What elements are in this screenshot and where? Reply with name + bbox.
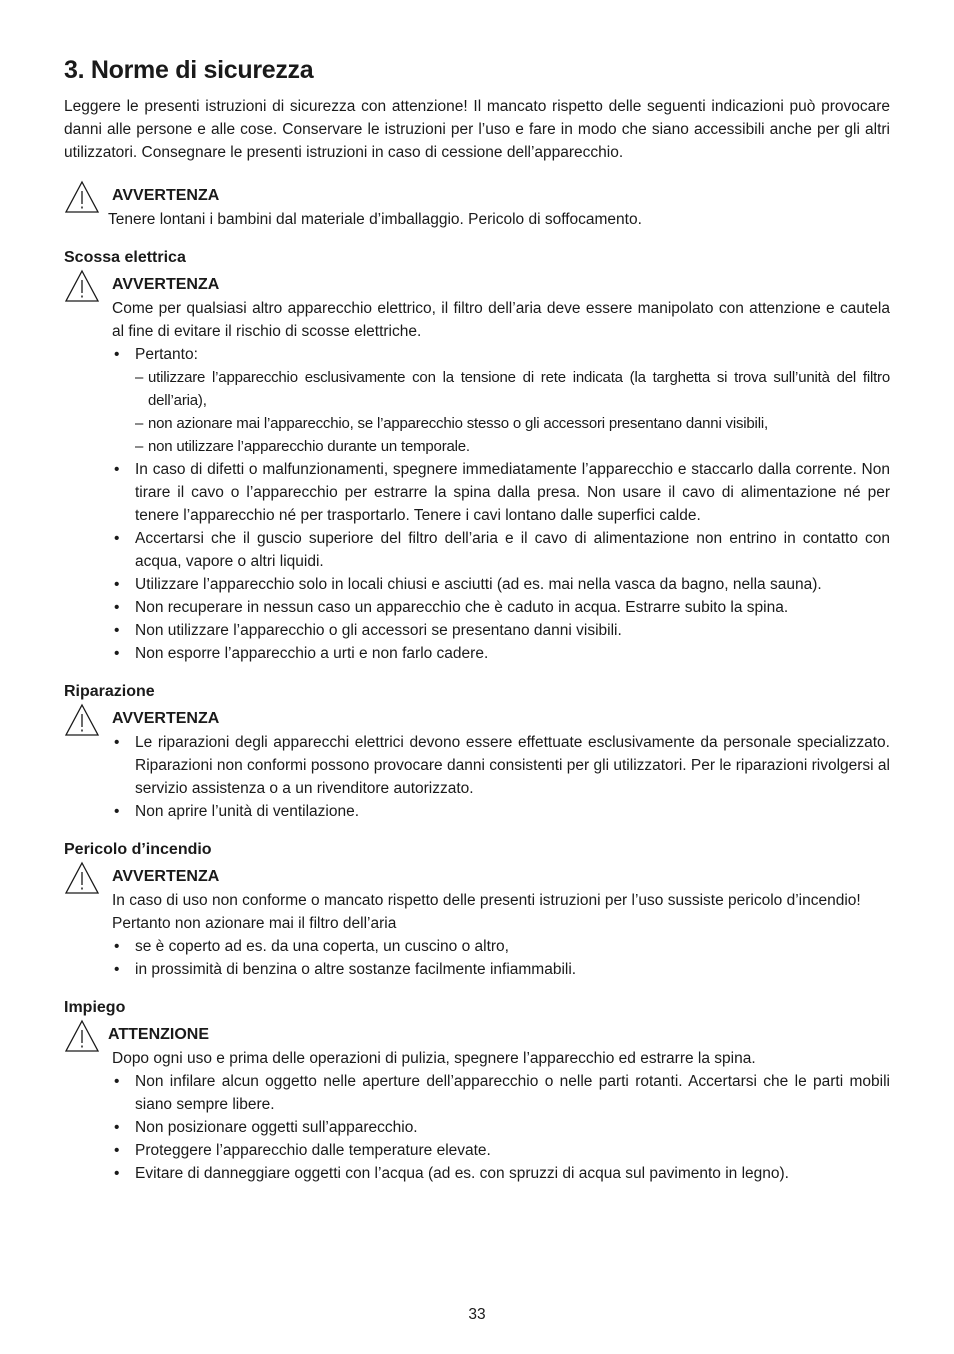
page-number: 33 (468, 1306, 486, 1323)
intro-paragraph: Leggere le presenti istruzioni di sicurezza con attenzione! Il mancato rispetto delle seguenti indicazioni può provocare danni alle persone e alle cose. Conservare le istruzioni per l’uso e fare in modo che siano accessibili anche per gli altri utilizzatori. Consegnare le presenti istruzioni in caso di cessione dell’apparecchio. (64, 98, 890, 161)
warning-general (64, 180, 890, 231)
page-title: 3. Norme di sicurezza (64, 56, 314, 84)
list-item: • Non recuperare in nessun caso un apparecchio che è caduto in acqua. Estrarre subito la spina. (112, 596, 890, 619)
warning-title: AVVERTENZA (112, 868, 220, 885)
list-item: • Utilizzare l’apparecchio solo in locali chiusi e asciutti (ad es. mai nella vasca da bagno, nella sauna). (112, 573, 890, 596)
list-item: • se è coperto ad es. da una coperta, un cuscino o altro, (112, 935, 890, 958)
list-item: • in prossimità di benzina o altre sostanze facilmente infiammabili. (112, 958, 890, 981)
section-heading-fire: Pericolo d’incendio (64, 841, 212, 858)
section-heading-shock: Scossa elettrica (64, 249, 186, 266)
caution-use (64, 1019, 890, 1185)
warning-text: Pertanto non azionare mai il filtro dell’aria (112, 915, 397, 932)
shock-dash-list (135, 366, 890, 458)
list-item: • Non aprire l’unità di ventilazione. (112, 800, 890, 823)
fire-bullet-list (112, 935, 890, 981)
list-item: • Accertarsi che il guscio superiore del filtro dell’aria e il cavo di alimentazione non entrino in contatto con acqua, vapore o altri liquidi. (112, 527, 890, 573)
warning-triangle-icon (64, 1019, 100, 1053)
list-item: • Non esporre l’apparecchio a urti e non farlo cadere. (112, 642, 890, 665)
warning-triangle-icon (64, 269, 100, 303)
list-item: • In caso di difetti o malfunzionamenti, spegnere immediatamente l’apparecchio e staccarlo dalla corrente. Non tirare il cavo o l’apparecchio per estrarre la spina dalla presa. Non usare il cavo di alimentazione né per tenere l’apparecchio né per trasportarlo. Tenere i cavi lontano dalle superfici calde. (112, 458, 890, 527)
list-item: – non utilizzare l’apparecchio durante un temporale. (135, 435, 890, 458)
list-item: • Le riparazioni degli apparecchi elettrici devono essere effettuate esclusivamente da personale specializzato. Riparazioni non conformi possono provocare danni consistenti per gli utilizzatori. Per le riparazioni rivolgersi al servizio assistenza o a un rivenditore autorizzato. (112, 731, 890, 800)
list-item: • Non posizionare oggetti sull’apparecchio. (112, 1116, 890, 1139)
warning-text: Come per qualsiasi altro apparecchio elettrico, il filtro dell’aria deve essere manipolato con attenzione e cautela al fine di evitare il rischio di scosse elettriche. (112, 300, 890, 340)
document-page (64, 56, 890, 1185)
warning-triangle-icon (64, 180, 100, 214)
warning-repair (64, 703, 890, 823)
list-item: – utilizzare l’apparecchio esclusivamente con la tensione di rete indicata (la targhetta si trova sull’unità del filtro dell’aria), (135, 366, 890, 412)
list-item: • Proteggere l’apparecchio dalle temperature elevate. (112, 1139, 890, 1162)
warning-text: Tenere lontani i bambini dal materiale d’imballaggio. Pericolo di soffocamento. (108, 211, 642, 228)
warning-triangle-icon (64, 703, 100, 737)
list-item: • Evitare di danneggiare oggetti con l’acqua (ad es. con spruzzi di acqua sul pavimento in legno). (112, 1162, 890, 1185)
section-heading-repair: Riparazione (64, 683, 155, 700)
warning-text: Dopo ogni uso e prima delle operazioni di pulizia, spegnere l’apparecchio ed estrarre la spina. (112, 1050, 756, 1067)
warning-fire (64, 861, 890, 981)
list-item: – non azionare mai l’apparecchio, se l’apparecchio stesso o gli accessori presentano danni visibili, (135, 412, 890, 435)
warning-title: ATTENZIONE (108, 1026, 210, 1043)
use-bullet-list (112, 1070, 890, 1185)
warning-triangle-icon (64, 861, 100, 895)
repair-bullet-list (112, 731, 890, 823)
list-item: • Pertanto: – utilizzare l’apparecchio esclusivamente con la tensione di rete indicata (la targhetta si trova sull’unità del filtro dell’aria), – non azionare mai l’apparecchio, se l’apparecchio stesso o gli accessori presentano danni visibili, – non utilizzare l’apparecchio durante un temporale. (112, 343, 890, 458)
section-heading-use: Impiego (64, 999, 126, 1016)
list-item: • Non utilizzare l’apparecchio o gli accessori se presentano danni visibili. (112, 619, 890, 642)
warning-shock (64, 269, 890, 665)
warning-title: AVVERTENZA (112, 710, 220, 727)
warning-title: AVVERTENZA (112, 276, 220, 293)
warning-title: AVVERTENZA (112, 187, 220, 204)
shock-bullet-list (112, 343, 890, 665)
list-item: • Non infilare alcun oggetto nelle aperture dell’apparecchio o nelle parti rotanti. Accertarsi che le parti mobili siano sempre libere. (112, 1070, 890, 1116)
warning-text: In caso di uso non conforme o mancato rispetto delle presenti istruzioni per l’uso sussiste pericolo d’incendio! (112, 892, 861, 909)
